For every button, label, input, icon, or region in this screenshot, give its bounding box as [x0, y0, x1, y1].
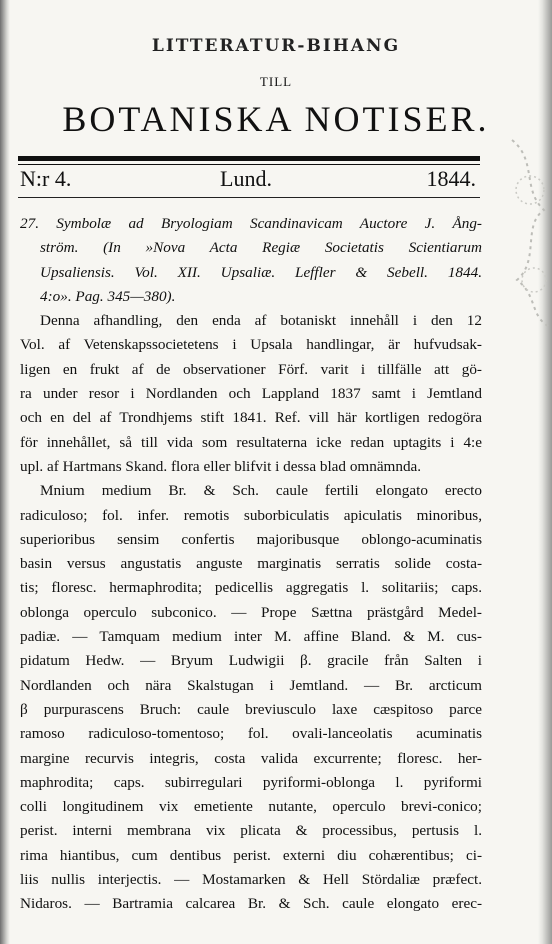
article-line: radiculoso; fol. infer. remotis suborbiculatis apiculatis minoribus, [20, 506, 482, 524]
article-line: margine recurvis integris, costa valida excurrente; floresc. her- [20, 749, 482, 767]
article-line: colli longitudinem vix emetiente nutante, operculo brevi-conico; [20, 798, 482, 816]
issue-number: N:r 4. [20, 166, 72, 191]
article-line: perist. interni membrana vix plicata & processibus, pertusis l. [20, 822, 482, 840]
article-line: tis; floresc. hermaphrodita; pedicellis aggregatis l. solitariis; caps. [20, 579, 482, 597]
supplement-heading: LITTERATUR-BIHANG [151, 36, 401, 56]
article-line: Nordlanden och nära Skalstugan i Jemtland. — Br. arcticum [20, 676, 482, 694]
article-line: 27. Symbolæ ad Bryologiam Scandinavicam Auctore J. Ång- [20, 215, 482, 232]
article-line: Nidaros. — Bartramia calcarea Br. & Sch. caule elongato erec- [20, 895, 482, 913]
article-line: för innehållet, så till vida som resultaterna icke redan uptagits i 4:e [20, 433, 482, 451]
double-rule-thick [18, 156, 480, 161]
article-line: liis nullis interjectis. — Mostamarken & Hell Stördaliæ præfect. [20, 871, 482, 889]
issue-year: 1844. [426, 166, 476, 191]
article-line: ra under resor i Nordlanden och Lappland 1837 samt i Jemtland [20, 385, 482, 403]
article-line: ström. (In »Nova Acta Regiæ Societatis Scientiarum [40, 239, 482, 257]
journal-title: BOTANISKA NOTISER. [62, 99, 490, 139]
article-line: 4:o». Pag. 345—380). [40, 287, 176, 305]
article-line: ligen en frukt af de observationer Förf. varit i tillfälle att gö- [20, 360, 482, 378]
article-line: rima hiantibus, cum dentibus perist. externi diu cohærentibus; ci- [20, 846, 482, 864]
article-line: pidatum Hedw. — Bryum Ludwigii β. gracile från Salten i [20, 652, 482, 670]
article-line: Vol. af Vetenskapssocietetens i Upsala handlingar, är hufvudsak- [20, 336, 482, 354]
article-line: Mnium medium Br. & Sch. caule fertili elongato erecto [40, 482, 482, 500]
article-line: maphrodita; caps. subirregulari pyriformi-oblonga l. pyriformi [20, 773, 482, 791]
article-line: padiæ. — Tamquam medium inter M. affine Bland. & M. cus- [20, 628, 482, 646]
article-line: Upsaliensis. Vol. XII. Upsaliæ. Leffler & Sebell. 1844. [40, 263, 482, 281]
article-line: och en del af Trondhjems stift 1841. Ref. vill här kortligen redogöra [20, 409, 482, 427]
article-line: ramoso radiculoso-tomentoso; fol. ovali-lanceolatis acuminatis [20, 725, 482, 743]
double-rule-thin [18, 164, 480, 165]
article-line: Denna afhandling, den enda af botaniskt innehåll i den 12 [40, 312, 482, 330]
issue-rule [18, 197, 480, 198]
issue-line [20, 166, 476, 196]
article-line: upl. af Hartmans Skand. flora eller blifvit i dessa blad omnämnda. [20, 457, 422, 475]
article-body [20, 212, 482, 917]
page-gutter-shadow [0, 0, 10, 944]
till-heading: TILL [259, 74, 293, 89]
issue-place: Lund. [220, 166, 272, 191]
article-line: oblonga operculo subconico. — Prope Sættna prästgård Medel- [20, 603, 482, 621]
library-stamp-icon [482, 130, 552, 330]
article-line: superioribus sensim confertis majoribusque oblongo-acuminatis [20, 530, 482, 548]
article-line: β purpurascens Bruch: caule breviusculo laxe cæspitoso parce [20, 700, 482, 718]
article-line: basin versus angustatis anguste marginatis serratis solide costa- [20, 555, 482, 573]
